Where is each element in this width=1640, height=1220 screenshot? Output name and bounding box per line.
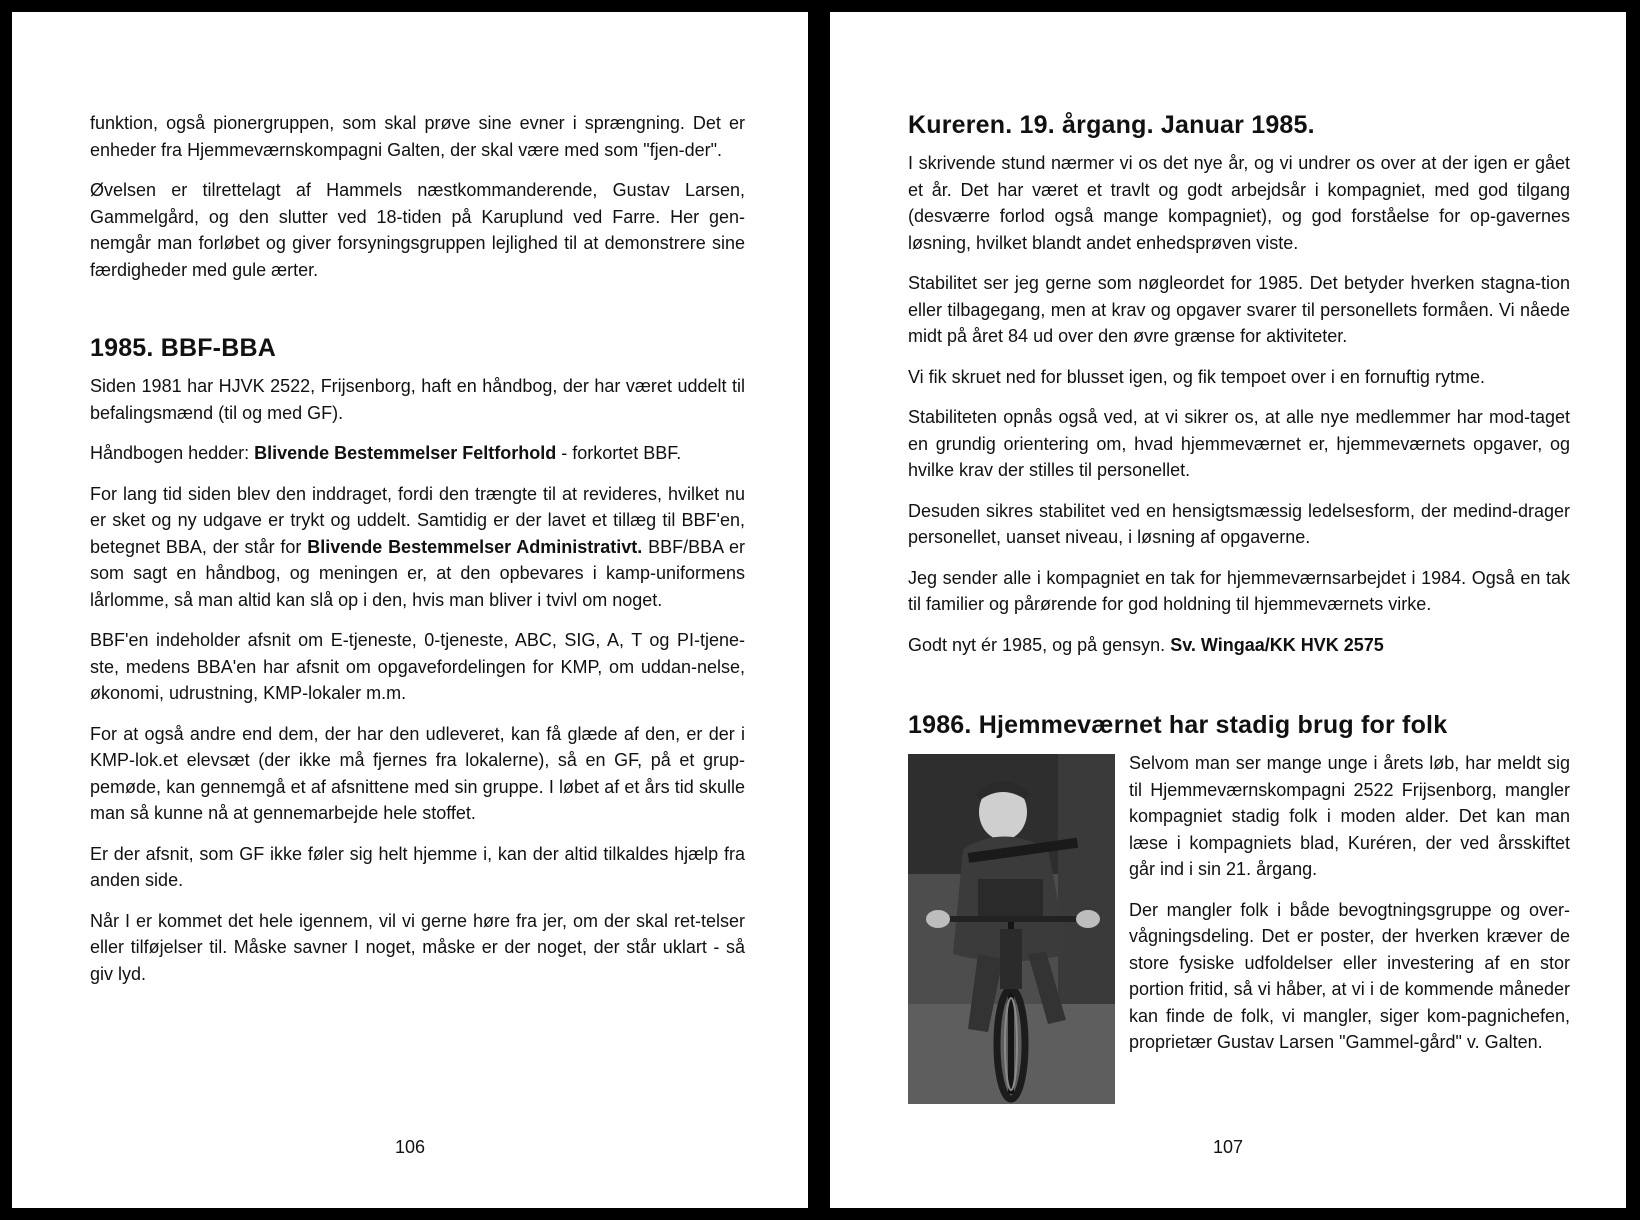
section-heading: 1986. Hjemmeværnet har stadig brug for folk [908,711,1448,739]
section-heading: Kureren. 19. årgang. Januar 1985. [908,111,1315,139]
paragraph: Jeg sender alle i kompagniet en tak for hjemmeværnsarbejdet i 1984. Også en tak til familier og pårørende for god holdning til hjemmeværnets virke. [908,567,1570,614]
paragraph: Er der afsnit, som GF ikke føler sig helt hjemme i, kan der altid tilkaldes hjælp fra anden side. [90,843,745,890]
photo-article [908,750,1570,1112]
text-span: Håndbogen hedder: [90,443,255,463]
paragraph: Vi fik skruet ned for blusset igen, og fik tempoet over i en fornuftig rytme. [908,366,1485,387]
bold-text: Blivende Bestemmelser Feltforhold [254,443,557,463]
paragraph: Desuden sikres stabilitet ved en hensigtsmæssig ledelsesform, der medind-drager personellet, uanset niveau, i løsning af opgaverne. [908,500,1570,547]
section-heading: 1985. BBF-BBA [90,334,276,362]
paragraph: Øvelsen er tilrettelagt af Hammels næstkommanderende, Gustav Larsen, Gammelgård, og den slutter ved 18-tiden på Karuplund ved Farre. Her gen-nemgår man forløbet og giver forsyningsgruppen lejlighed til at demonstrere sine færdigheder med gule ærter. [90,180,745,280]
text-span: For lang tid siden blev den inddraget, fordi den trængte til at revideres, hvilket nu er sket og ny udgave er trykt og uddelt. Samtidig er der lavet et tillæg til BBF'en, betegnet BBA, der står for [90,483,745,557]
right-column [908,110,1570,1112]
left-column [90,110,745,1001]
page-number: 106 [394,1137,426,1157]
paragraph [90,481,745,614]
left-page [12,12,808,1208]
text-span: BBF/BBA er som sagt en håndbog, og meningen er, at den opbevares i kamp-uniformens lårlomme, så man altid kan slå op i den, hvis man bliver i tvivl om noget. [90,536,745,610]
right-page [830,12,1626,1208]
photo-man-on-bicycle [908,754,1115,1104]
paragraph: BBF'en indeholder afsnit om E-tjeneste, 0-tjeneste, ABC, SIG, A, T og PI-tjene-ste, medens BBA'en har afsnit om opgavefordelingen for KMP, om uddan-nelse, økonomi, udrustning, KMP-lokaler m.m. [90,630,745,703]
text-span: - forkortet BBF. [556,443,682,463]
paragraph: I skrivende stund nærmer vi os det nye år, og vi undrer os over at der igen er gået et år. Det har været et travlt og godt arbejdsår i kompagniet, med god tilgang (desværre forlod også mange kompagniet), og god forståelse for op-gavernes løsning, hvilket blandt andet enhedsprøven viste. [908,153,1570,253]
paragraph [90,440,745,467]
bold-text: Blivende Bestemmelser Administrativt. [307,536,643,557]
photo-illustration [908,754,1115,1104]
paragraph: Siden 1981 har HJVK 2522, Frijsenborg, haft en håndbog, der har været uddelt til befalingsmænd (til og med GF). [90,376,745,423]
paragraph: Stabilitet ser jeg gerne som nøgleordet for 1985. Det betyder hverken stagna-tion eller tilbagegang, men at krav og opgaver svarer til personellets formåen. Vi nåede midt på året 84 ud over den øvre grænse for aktiviteter. [908,273,1570,346]
paragraph: Der mangler folk i både bevogtningsgruppe og over-vågningsdeling. Det er poster, der hverken kræver de store fysiske udfoldelser eller investering af en stor portion fritid, så vi håber, at vi i de kommende måneder kan finde de folk, vi mangler, siger kom-pagnichefen, proprietær Gustav Larsen "Gammel-gård" v. Galten. [1129,899,1570,1052]
text-span: Godt nyt ér 1985, og på gensyn. [908,634,1171,655]
paragraph: Når I er kommet det hele igennem, vil vi gerne høre fra jer, om der skal ret-telser eller tilføjelser til. Måske savner I noget, måske er der noget, der står uklart - så giv lyd. [90,910,745,984]
paragraph [908,632,1570,659]
page-number: 107 [1212,1137,1244,1157]
paragraph: For at også andre end dem, der har den udleveret, kan få glæde af den, er der i KMP-lok.et elevsæt (der ikke må fjernes fra lokalerne), så en GF, på et grup-pemøde, kan gennemgå et af afsnittene med sin gruppe. I løbet af et års tid skulle man så kunne nå at gennemarbejde hele stoffet. [90,723,745,823]
paragraph: funktion, også pionergruppen, som skal prøve sine evner i sprængning. Det er enheder fra Hjemmeværnskompagni Galten, der skal være med som "fjen-der". [90,113,745,160]
bold-text: Sv. Wingaa/KK HVK 2575 [1170,634,1384,655]
paragraph: Selvom man ser mange unge i årets løb, har meldt sig til Hjemmeværnskompagni 2522 Frijsenborg, mangler kompagniet stadig folk i moden alder. Det kan man læse i kompagniets blad, Kuréren, der ved årsskiftet går ind i sin 21. årgang. [1129,753,1570,879]
paragraph: Stabiliteten opnås også ved, at vi sikrer os, at alle nye medlemmer har mod-taget en grundig orientering om, hvad hjemmeværnet er, hjemmeværnets opgaver, og hvilke krav der stilles til personellet. [908,407,1570,480]
